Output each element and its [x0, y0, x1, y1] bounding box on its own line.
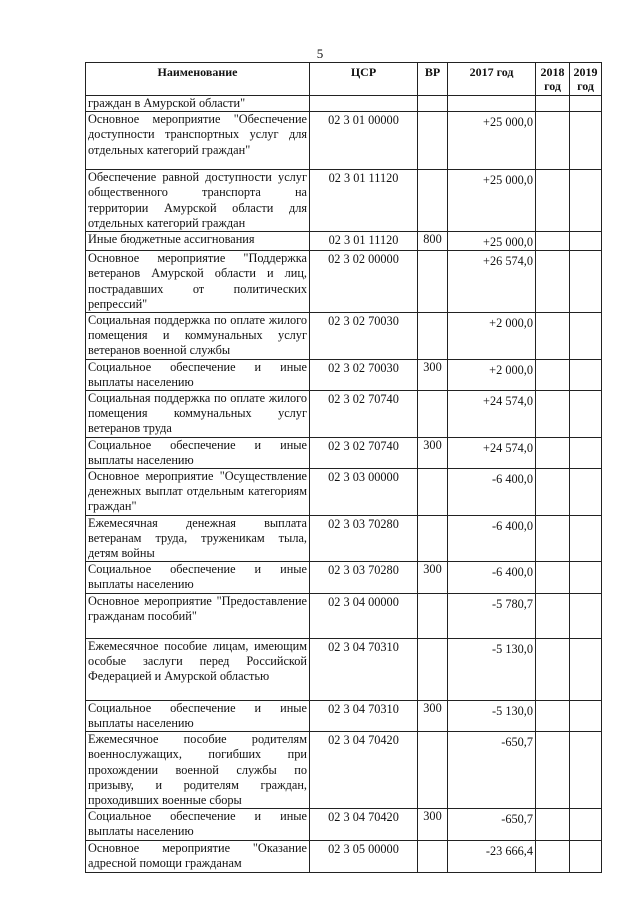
row-2019-cell [570, 359, 602, 390]
row-name-cell: Социальное обеспечение и иные выплаты населению [86, 562, 310, 593]
row-name-cell: Социальное обеспечение и иные выплаты населению [86, 359, 310, 390]
row-2018-cell [536, 593, 570, 638]
table-row [86, 840, 602, 872]
table-row [86, 96, 602, 112]
row-csr-cell [310, 112, 418, 170]
row-2017-cell-text: +24 574,0 [483, 440, 533, 455]
row-2017-cell [448, 515, 536, 562]
row-2018-cell [536, 437, 570, 468]
row-csr-cell-text: 02 3 04 00000 [328, 594, 399, 609]
row-name-cell: Ежемесячное пособие родителям военнослужащих, погибших при прохождении военной службы по призыву, и родителям граждан, проходивших военные сборы [86, 732, 310, 809]
row-csr-cell-text: 02 3 04 70420 [328, 810, 399, 825]
row-2017-cell-text: +24 574,0 [483, 394, 533, 409]
row-csr-cell-text: 02 3 02 70030 [328, 360, 399, 375]
row-2017-cell [448, 732, 536, 809]
row-2018-cell [536, 359, 570, 390]
row-2017-cell [448, 313, 536, 360]
row-csr-cell-text: 02 3 05 00000 [328, 841, 399, 856]
table-row [86, 313, 602, 360]
row-csr-cell-text: 02 3 03 00000 [328, 470, 399, 485]
row-2017-cell [448, 469, 536, 516]
row-vr-cell-text: 300 [423, 437, 442, 452]
row-2019-cell [570, 469, 602, 516]
row-2017-cell [448, 96, 536, 112]
row-name-cell: Обеспечение равной доступности услуг общественного транспорта на территории Амурской области для отдельных категорий граждан [86, 170, 310, 232]
row-vr-cell [418, 112, 448, 170]
row-2017-cell-text: -5 130,0 [492, 703, 533, 718]
row-vr-cell [418, 809, 448, 840]
row-csr-cell-text: 02 3 04 70310 [328, 639, 399, 654]
table-row [86, 437, 602, 468]
row-csr-cell [310, 700, 418, 731]
row-csr-cell [310, 232, 418, 251]
row-vr-cell [418, 251, 448, 313]
table-row [86, 700, 602, 731]
row-2018-cell [536, 96, 570, 112]
row-2017-cell-text: -650,7 [501, 735, 533, 750]
header-2019: 2019 год [570, 63, 602, 96]
row-2017-cell-text: -5 130,0 [492, 641, 533, 656]
row-name-cell: Ежемесячная денежная выплата ветеранам труда, труженикам тыла, детям войны [86, 515, 310, 562]
row-csr-cell [310, 359, 418, 390]
row-csr-cell-text: 02 3 04 70420 [328, 733, 399, 748]
row-2017-cell-text: -6 400,0 [492, 472, 533, 487]
row-2019-cell [570, 232, 602, 251]
row-csr-cell [310, 313, 418, 360]
row-csr-cell-text: 02 3 03 70280 [328, 563, 399, 578]
row-name-cell: Основное мероприятие "Обеспечение доступности транспортных услуг для отдельных категорий граждан" [86, 112, 310, 170]
row-2019-cell [570, 251, 602, 313]
row-2017-cell-text: +25 000,0 [483, 173, 533, 188]
row-vr-cell [418, 515, 448, 562]
row-2017-cell [448, 391, 536, 438]
row-name-cell: граждан в Амурской области" [86, 96, 310, 112]
row-2017-cell [448, 809, 536, 840]
row-2018-cell [536, 732, 570, 809]
table-row [86, 638, 602, 700]
row-vr-cell-text: 300 [423, 809, 442, 824]
row-vr-cell [418, 593, 448, 638]
row-2018-cell [536, 232, 570, 251]
row-vr-cell [418, 700, 448, 731]
row-name-cell: Основное мероприятие "Предоставление гражданам пособий" [86, 593, 310, 638]
row-csr-cell [310, 562, 418, 593]
page-number: 5 [316, 46, 324, 61]
row-name-cell: Основное мероприятие "Осуществление денежных выплат отдельным категориям граждан" [86, 469, 310, 516]
row-2017-cell-text: -6 400,0 [492, 518, 533, 533]
row-2019-cell [570, 437, 602, 468]
row-2018-cell [536, 170, 570, 232]
row-2017-cell [448, 251, 536, 313]
row-name-cell: Социальная поддержка по оплате жилого помещения и коммунальных услуг ветеранов военной службы [86, 313, 310, 360]
row-vr-cell [418, 469, 448, 516]
row-vr-cell [418, 437, 448, 468]
row-2019-cell [570, 170, 602, 232]
row-csr-cell [310, 437, 418, 468]
table-row [86, 593, 602, 638]
row-csr-cell-text: 02 3 02 70740 [328, 438, 399, 453]
row-2017-cell-text: +25 000,0 [483, 115, 533, 130]
row-csr-cell [310, 170, 418, 232]
row-name-cell: Основное мероприятие "Оказание адресной помощи гражданам [86, 840, 310, 872]
row-csr-cell [310, 391, 418, 438]
row-2019-cell [570, 840, 602, 872]
row-vr-cell [418, 562, 448, 593]
row-name-cell: Основное мероприятие "Поддержка ветеранов Амурской области и лиц, пострадавших от политических репрессий" [86, 251, 310, 313]
row-2018-cell [536, 469, 570, 516]
table-row [86, 359, 602, 390]
row-2017-cell-text: +2 000,0 [489, 316, 533, 331]
row-csr-cell-text: 02 3 01 11120 [328, 233, 399, 248]
row-2019-cell [570, 593, 602, 638]
row-name-cell: Социальное обеспечение и иные выплаты населению [86, 700, 310, 731]
row-2017-cell [448, 638, 536, 700]
row-2017-cell-text: -650,7 [501, 812, 533, 827]
table-header-row [86, 63, 602, 96]
row-csr-cell [310, 515, 418, 562]
row-vr-cell-text: 800 [423, 232, 442, 247]
row-name-cell: Социальное обеспечение и иные выплаты населению [86, 809, 310, 840]
row-2017-cell-text: -23 666,4 [485, 843, 533, 858]
row-vr-cell-text: 300 [423, 562, 442, 577]
table-row [86, 809, 602, 840]
table-row [86, 170, 602, 232]
row-csr-cell-text: 02 3 01 00000 [328, 113, 399, 128]
row-2017-cell [448, 170, 536, 232]
row-2017-cell [448, 562, 536, 593]
row-csr-cell [310, 469, 418, 516]
row-2018-cell [536, 313, 570, 360]
table-row [86, 515, 602, 562]
row-csr-cell-text: 02 3 02 70740 [328, 392, 399, 407]
row-csr-cell [310, 732, 418, 809]
row-vr-cell [418, 732, 448, 809]
row-2019-cell [570, 313, 602, 360]
row-csr-cell-text: 02 3 02 70030 [328, 314, 399, 329]
table-body [86, 96, 602, 873]
row-vr-cell [418, 638, 448, 700]
row-vr-cell [418, 359, 448, 390]
row-csr-cell [310, 638, 418, 700]
table-row [86, 562, 602, 593]
row-2017-cell [448, 700, 536, 731]
row-2019-cell [570, 515, 602, 562]
row-2017-cell [448, 232, 536, 251]
row-2019-cell [570, 638, 602, 700]
row-2019-cell [570, 96, 602, 112]
header-name: Наименование [86, 63, 310, 96]
table-row [86, 112, 602, 170]
row-csr-cell-text: 02 3 01 11120 [328, 171, 399, 186]
row-2017-cell-text: +25 000,0 [483, 235, 533, 250]
row-csr-cell-text: 02 3 03 70280 [328, 516, 399, 531]
table-row [86, 732, 602, 809]
row-2018-cell [536, 700, 570, 731]
row-vr-cell [418, 313, 448, 360]
row-2019-cell [570, 809, 602, 840]
header-2017: 2017 год [448, 63, 536, 96]
row-csr-cell-text: 02 3 04 70310 [328, 701, 399, 716]
row-name-cell: Социальная поддержка по оплате жилого помещения коммунальных услуг ветеранов труда [86, 391, 310, 438]
header-csr: ЦСР [310, 63, 418, 96]
row-vr-cell [418, 840, 448, 872]
row-2018-cell [536, 809, 570, 840]
row-csr-cell-text: 02 3 02 00000 [328, 252, 399, 267]
row-2019-cell [570, 732, 602, 809]
row-vr-cell [418, 170, 448, 232]
row-2017-cell-text: -6 400,0 [492, 565, 533, 580]
row-2018-cell [536, 515, 570, 562]
table-row [86, 232, 602, 251]
row-2018-cell [536, 638, 570, 700]
header-2018: 2018 год [536, 63, 570, 96]
budget-table [85, 62, 602, 873]
table-row [86, 469, 602, 516]
row-csr-cell [310, 96, 418, 112]
row-2017-cell [448, 593, 536, 638]
row-vr-cell-text: 300 [423, 359, 442, 374]
row-vr-cell [418, 96, 448, 112]
row-2017-cell-text: -5 780,7 [492, 596, 533, 611]
row-2017-cell-text: +2 000,0 [489, 362, 533, 377]
row-csr-cell [310, 840, 418, 872]
row-name-cell: Социальное обеспечение и иные выплаты населению [86, 437, 310, 468]
table-row [86, 251, 602, 313]
header-vr: ВР [418, 63, 448, 96]
row-2017-cell [448, 359, 536, 390]
row-vr-cell-text: 300 [423, 700, 442, 715]
row-2017-cell [448, 437, 536, 468]
row-vr-cell [418, 232, 448, 251]
row-2017-cell [448, 112, 536, 170]
row-2019-cell [570, 700, 602, 731]
row-name-cell: Ежемесячное пособие лицам, имеющим особые заслуги перед Российской Федерацией и Амурской областью [86, 638, 310, 700]
row-2018-cell [536, 840, 570, 872]
row-2017-cell [448, 840, 536, 872]
row-2019-cell [570, 112, 602, 170]
row-2019-cell [570, 562, 602, 593]
row-2018-cell [536, 562, 570, 593]
row-2018-cell [536, 251, 570, 313]
row-csr-cell [310, 593, 418, 638]
row-vr-cell [418, 391, 448, 438]
table-row [86, 391, 602, 438]
row-csr-cell [310, 251, 418, 313]
row-name-cell: Иные бюджетные ассигнования [86, 232, 310, 251]
row-2017-cell-text: +26 574,0 [483, 254, 533, 269]
row-2018-cell [536, 391, 570, 438]
row-2019-cell [570, 391, 602, 438]
row-csr-cell [310, 809, 418, 840]
row-2018-cell [536, 112, 570, 170]
